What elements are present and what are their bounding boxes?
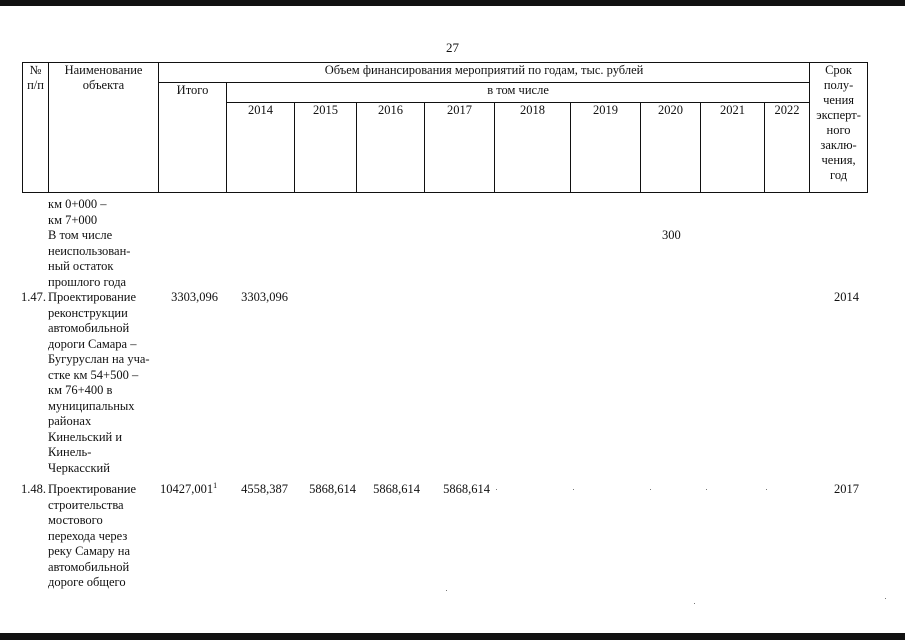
table-header xyxy=(22,62,868,193)
header-total: Итого xyxy=(159,83,227,193)
row-148-total: 10427,001$^1$ xyxy=(160,480,218,496)
header-year: 2019 xyxy=(571,103,641,193)
row-cont-name-a: км 0+000 – км 7+000 xyxy=(48,197,107,227)
header-year: 2017 xyxy=(425,103,495,193)
row-148-name: Проектирование строительства мостового перехода через реку Самару на автомобильной дороге общего xyxy=(48,482,137,589)
row-148-2016: 5868,614 xyxy=(373,482,420,496)
row-148-2017: 5868,614 xyxy=(443,482,490,496)
header-year: 2020 xyxy=(641,103,701,193)
scan-speck xyxy=(573,489,574,490)
scan-speck xyxy=(706,489,707,490)
bottom-border-bar xyxy=(0,633,905,640)
header-year: 2021 xyxy=(701,103,765,193)
scan-speck xyxy=(885,598,886,599)
row-147-total: 3303,096 xyxy=(171,290,218,304)
header-name: Наименование объекта xyxy=(49,63,159,193)
scan-speck xyxy=(496,489,497,490)
page-number: 27 xyxy=(446,40,459,55)
header-volume: Объем финансирования мероприятий по годам, тыс. рублей xyxy=(159,63,810,83)
row-148-srok: 2017 xyxy=(834,482,859,496)
scan-speck xyxy=(650,489,651,490)
row-148-2015: 5868,614 xyxy=(309,482,356,496)
row-148-2014: 4558,387 xyxy=(241,482,288,496)
header-year: 2022 xyxy=(765,103,810,193)
scan-speck xyxy=(694,603,695,604)
row-147-no: 1.47. xyxy=(21,290,46,304)
header-year: 2016 xyxy=(357,103,425,193)
header-year: 2015 xyxy=(295,103,357,193)
header-year: 2018 xyxy=(495,103,571,193)
row-147-srok: 2014 xyxy=(834,290,859,304)
row-148-no: 1.48. xyxy=(21,482,46,496)
footnote-marker: 1 xyxy=(213,480,218,490)
header-no: № п/п xyxy=(23,63,49,193)
row-cont-name-b: В том числе неиспользован- ный остаток прошлого года xyxy=(48,228,131,289)
scan-speck xyxy=(446,590,447,591)
scan-speck xyxy=(766,489,767,490)
row-147-name: Проектирование реконструкции автомобильной дороги Самара – Бугуруслан на уча- стке км 54+500 – км 76+400 в муниципальных районах Кинельский и Кинель- Черкасский xyxy=(48,290,150,475)
header-including: в том числе xyxy=(227,83,810,103)
top-border-bar xyxy=(0,0,905,6)
row-147-2014: 3303,096 xyxy=(241,290,288,304)
header-year: 2014 xyxy=(227,103,295,193)
row-cont-value-2020: 300 xyxy=(662,228,681,242)
header-srok: Срок полу- чения эксперт- ного заклю- чения, год xyxy=(810,63,868,193)
